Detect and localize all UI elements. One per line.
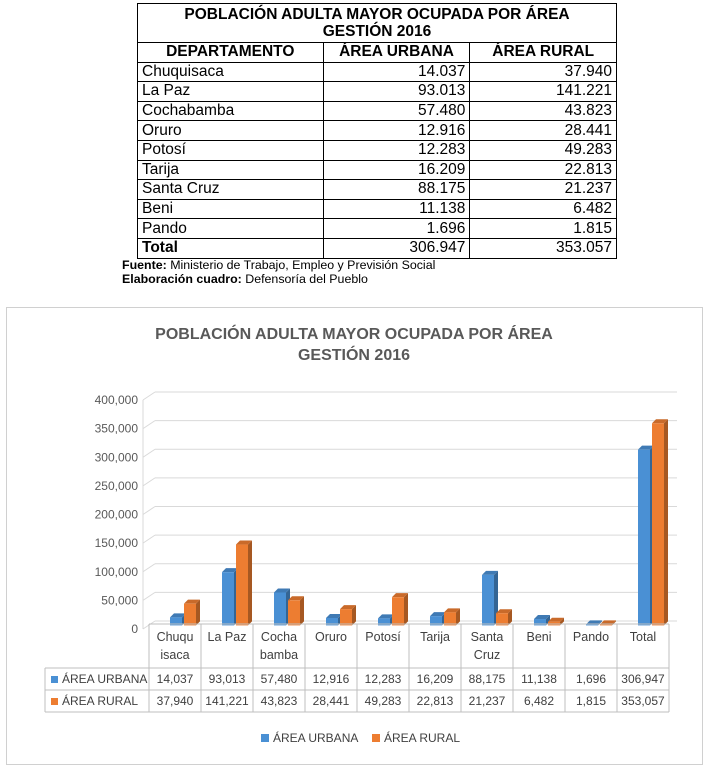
x-tick-label: Chuqu <box>156 630 194 644</box>
table-cell: 1.815 <box>470 219 617 239</box>
bar-side-área-rural <box>248 541 252 626</box>
data-label: 353,057 <box>621 694 665 708</box>
series-label: ÁREA RURAL <box>62 694 139 708</box>
x-tick-label: Cocha <box>260 630 298 644</box>
table-cell: 28.441 <box>470 121 617 141</box>
table-cell: 21.237 <box>470 180 617 200</box>
x-tick-label: Cruz <box>473 648 501 662</box>
table-cell: Potosí <box>138 140 324 160</box>
table-cell: 12.916 <box>323 121 470 141</box>
data-label: 306,947 <box>621 672 665 686</box>
gridline-depth <box>143 564 155 572</box>
y-tick-label: 350,000 <box>94 421 138 436</box>
legend-key-área-urbana <box>51 676 58 683</box>
table-cell: Chuquisaca <box>138 62 324 82</box>
table-cell: 49.283 <box>470 140 617 160</box>
legend-key-área-rural <box>51 698 58 705</box>
x-tick-label: isaca <box>160 648 190 662</box>
gridline-depth <box>143 592 155 600</box>
table-cell: 6.482 <box>470 199 617 219</box>
data-label: 93,013 <box>208 672 246 686</box>
table-title-line1: POBLACIÓN ADULTA MAYOR OCUPADA POR ÁREA <box>184 6 570 23</box>
bar-área-urbana <box>482 575 494 625</box>
chart-container <box>6 307 703 765</box>
column-header: ÁREA URBANA <box>323 43 470 63</box>
data-label: 12,916 <box>312 672 350 686</box>
bar-área-rural <box>236 545 248 626</box>
bar-área-rural <box>600 624 612 625</box>
table-cell: 11.138 <box>323 199 470 219</box>
table-cell: 1.696 <box>323 219 470 239</box>
y-tick-label: 400,000 <box>94 393 138 407</box>
table-cell: 57.480 <box>323 101 470 121</box>
x-tick-label: Beni <box>526 630 552 644</box>
x-tick-label: Potosí <box>365 630 401 644</box>
table-cell: 93.013 <box>323 82 470 102</box>
table-row <box>138 62 617 82</box>
table-row <box>138 140 617 160</box>
data-label: 57,480 <box>260 672 298 686</box>
table-cell: Pando <box>138 219 324 239</box>
gridline-depth <box>143 449 155 457</box>
data-label: 49,283 <box>364 694 402 708</box>
data-label: 22,813 <box>416 694 454 708</box>
chart-title-line: GESTIÓN 2016 <box>297 347 411 364</box>
bar-side-área-rural <box>664 419 668 625</box>
y-tick-label: 250,000 <box>94 478 138 493</box>
table-cell: 88.175 <box>323 180 470 200</box>
bar-área-urbana <box>586 624 598 625</box>
credit-text: Defensoría del Pueblo <box>241 272 368 286</box>
table-title-line2: GESTIÓN 2016 <box>322 23 432 40</box>
data-label: 1,696 <box>575 672 607 686</box>
data-label: 11,138 <box>521 672 557 686</box>
data-label: 12,283 <box>364 672 402 686</box>
data-label: 1,815 <box>575 694 607 708</box>
column-header: DEPARTAMENTO <box>138 43 324 63</box>
table-row <box>138 82 617 102</box>
bar-side-área-rural <box>196 600 200 626</box>
y-tick-label: 150,000 <box>94 536 138 551</box>
bar-área-rural <box>444 612 456 625</box>
data-label: 141,221 <box>205 694 249 708</box>
gridline-depth <box>143 507 155 515</box>
gridline-depth <box>143 478 155 486</box>
table-title-row <box>138 4 617 43</box>
source-label: Fuente: <box>122 258 167 272</box>
table-row <box>138 121 617 141</box>
source-text: Ministerio de Trabajo, Empleo y Previsión Social <box>166 258 436 272</box>
bar-área-rural <box>288 600 300 625</box>
data-label: 88,175 <box>468 672 506 686</box>
gridline-depth <box>143 535 155 543</box>
y-tick-label: 300,000 <box>94 450 138 465</box>
x-tick-label: La Paz <box>207 630 247 644</box>
table-title <box>138 4 617 43</box>
data-label: 21,237 <box>468 694 506 708</box>
table-cell: Oruro <box>138 121 324 141</box>
table-row <box>138 180 617 200</box>
table-cell: 16.209 <box>323 160 470 180</box>
bar-área-urbana <box>222 572 234 625</box>
table-cell: Total <box>138 238 324 258</box>
table-cell: 14.037 <box>323 62 470 82</box>
y-tick-label: 100,000 <box>94 564 138 579</box>
legend-label: ÁREA RURAL <box>384 731 461 745</box>
x-tick-label: bamba <box>259 648 299 662</box>
bar-área-urbana <box>638 450 650 626</box>
table-row <box>138 219 617 239</box>
source-note <box>122 258 435 272</box>
table-row <box>138 199 617 219</box>
legend-label: ÁREA URBANA <box>273 731 359 745</box>
legend-swatch <box>261 734 269 742</box>
data-label: 37,940 <box>156 694 194 708</box>
data-label: 16,209 <box>416 672 454 686</box>
x-tick-label: Total <box>629 630 657 644</box>
table-cell: 141.221 <box>470 82 617 102</box>
table-cell: La Paz <box>138 82 324 102</box>
bar-área-rural <box>184 604 196 626</box>
x-tick-label: Tarija <box>420 630 450 644</box>
bar-área-rural <box>392 597 404 625</box>
bar-chart <box>7 308 702 764</box>
data-label: 14,037 <box>156 672 194 686</box>
bar-área-rural <box>652 423 664 625</box>
column-header: ÁREA RURAL <box>470 43 617 63</box>
bar-side-área-rural <box>300 596 304 625</box>
table-cell: 353.057 <box>470 238 617 258</box>
y-tick-label: 0 <box>131 622 138 636</box>
table-cell: Tarija <box>138 160 324 180</box>
credit-note <box>122 272 435 286</box>
table-cell: 306.947 <box>323 238 470 258</box>
credit-label: Elaboración cuadro: <box>122 272 242 286</box>
x-tick-label: Santa <box>470 630 504 644</box>
x-tick-label: Oruro <box>315 630 347 644</box>
bar-side-área-rural <box>404 593 408 625</box>
data-label: 6,482 <box>523 694 555 708</box>
table-cell: Beni <box>138 199 324 219</box>
data-label: 28,441 <box>312 694 350 708</box>
table-header-row <box>138 43 617 63</box>
gridline-depth <box>143 421 155 429</box>
table-cell: 43.823 <box>470 101 617 121</box>
data-label: 43,823 <box>260 694 298 708</box>
bar-área-urbana <box>274 592 286 625</box>
table-notes <box>122 258 435 286</box>
data-table <box>137 3 617 259</box>
y-tick-label: 200,000 <box>94 507 138 522</box>
table-row <box>138 160 617 180</box>
chart-title-line: POBLACIÓN ADULTA MAYOR OCUPADA POR ÁREA <box>155 326 553 343</box>
table-cell: Cochabamba <box>138 101 324 121</box>
series-label: ÁREA URBANA <box>62 672 148 686</box>
x-tick-label: Pando <box>572 630 610 644</box>
table-row <box>138 101 617 121</box>
table-cell: Santa Cruz <box>138 180 324 200</box>
table-cell: 22.813 <box>470 160 617 180</box>
table-total-row <box>138 238 617 258</box>
table-cell: 12.283 <box>323 140 470 160</box>
bar-área-rural <box>340 609 352 625</box>
legend-swatch <box>372 734 380 742</box>
y-tick-label: 50,000 <box>101 593 138 608</box>
table-cell: 37.940 <box>470 62 617 82</box>
gridline-depth <box>143 392 155 400</box>
